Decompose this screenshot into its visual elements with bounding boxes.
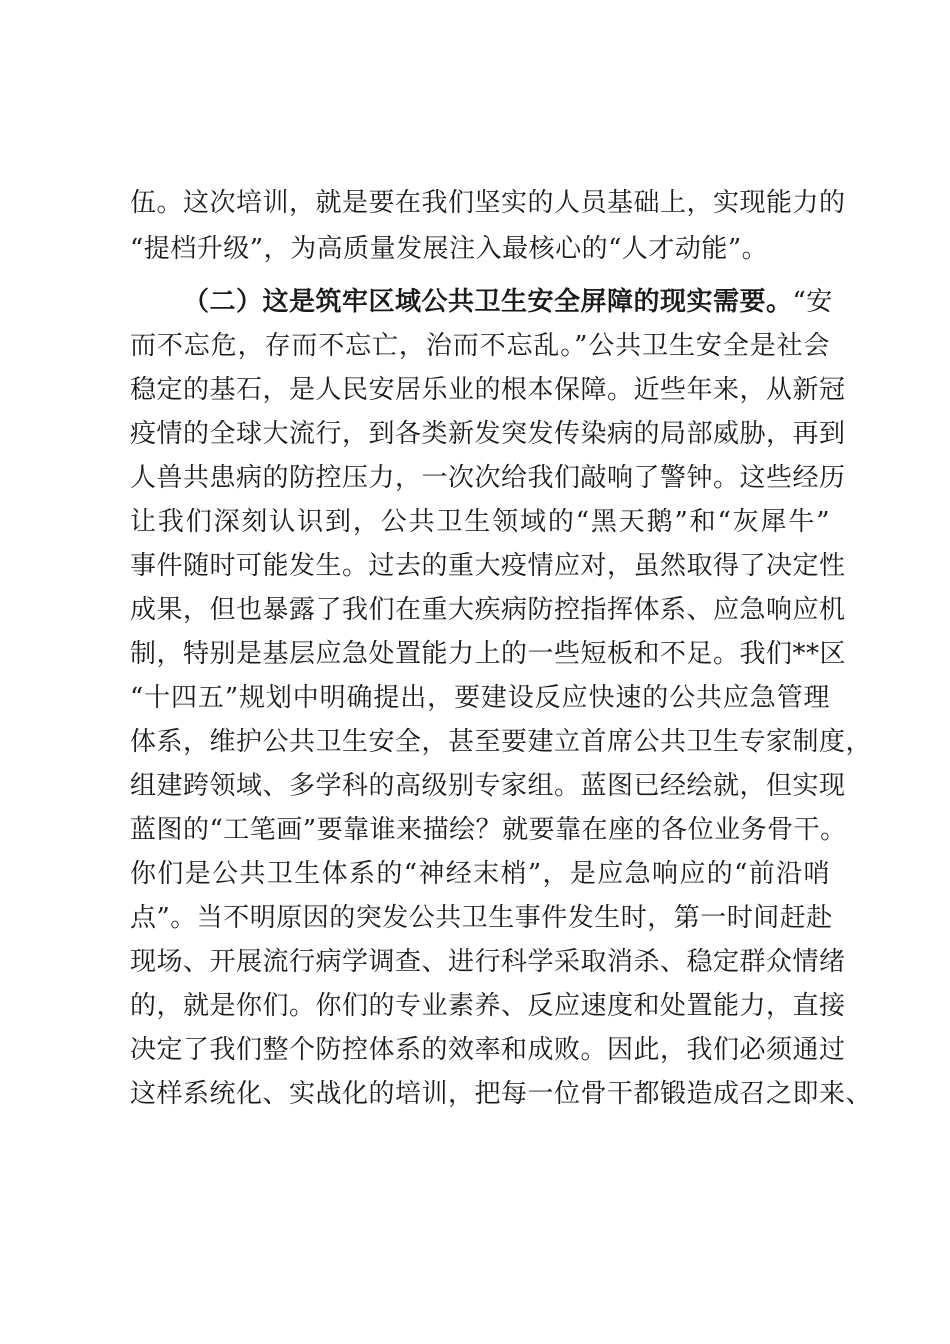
paragraph-line: 人兽共患病的防控压力，一次次给我们敲响了警钟。这些经历 (130, 463, 846, 493)
paragraph-line: 伍。这次培训，就是要在我们坚实的人员基础上，实现能力的 (130, 188, 846, 218)
paragraph-line: 现场、开展流行病学调查、进行科学采取消杀、稳定群众情绪 (130, 947, 846, 977)
paragraph-line: 成果，但也暴露了我们在重大疾病防控指挥体系、应急响应机 (130, 595, 846, 625)
paragraph-line: 的，就是你们。你们的专业素养、反应速度和处置能力，直接 (130, 991, 846, 1021)
paragraph-line: 体系，维护公共卫生安全，甚至要建立首席公共卫生专家制度， (130, 727, 873, 757)
paragraph-line: 这样系统化、实战化的培训，把每一位骨干都锻造成召之即来、 (130, 1079, 873, 1109)
paragraph-line: 疫情的全球大流行，到各类新发突发传染病的局部威胁，再到 (130, 419, 846, 449)
paragraph-line: 制，特别是基层应急处置能力上的一些短板和不足。我们**区 (130, 639, 847, 669)
section-heading: （二）这是筑牢区域公共卫生安全屏障的现实需要。 (183, 287, 793, 317)
paragraph-line: 蓝图的“工笔画”要靠谁来描绘？就要靠在座的各位业务骨干。 (130, 815, 847, 845)
paragraph-line: 组建跨领域、多学科的高级别专家组。蓝图已经绘就，但实现 (130, 771, 846, 801)
paragraph-line: 而不忘危，存而不忘亡，治而不忘乱。”公共卫生安全是社会 (130, 331, 830, 361)
paragraph-line: 让我们深刻认识到，公共卫生领域的“黑天鹅”和“灰犀牛” (130, 507, 830, 537)
paragraph-line: 决定了我们整个防控体系的效率和成败。因此，我们必须通过 (130, 1035, 846, 1065)
paragraph-line: 事件随时可能发生。过去的重大疫情应对，虽然取得了决定性 (130, 551, 846, 581)
section-heading-line (183, 285, 833, 319)
paragraph-line: “提档升级”，为高质量发展注入最核心的“人才动能”。 (130, 234, 769, 264)
paragraph-line: 你们是公共卫生体系的“神经末梢”，是应急响应的“前沿哨 (130, 859, 830, 889)
paragraph-line: “十四五”规划中明确提出，要建设反应快速的公共应急管理 (130, 683, 830, 713)
paragraph-line: 点”。当不明原因的突发公共卫生事件发生时，第一时间赶赴 (130, 903, 833, 933)
section-heading-tail: “安 (792, 287, 833, 317)
paragraph-line: 稳定的基石，是人民安居乐业的根本保障。近些年来，从新冠 (130, 375, 846, 405)
